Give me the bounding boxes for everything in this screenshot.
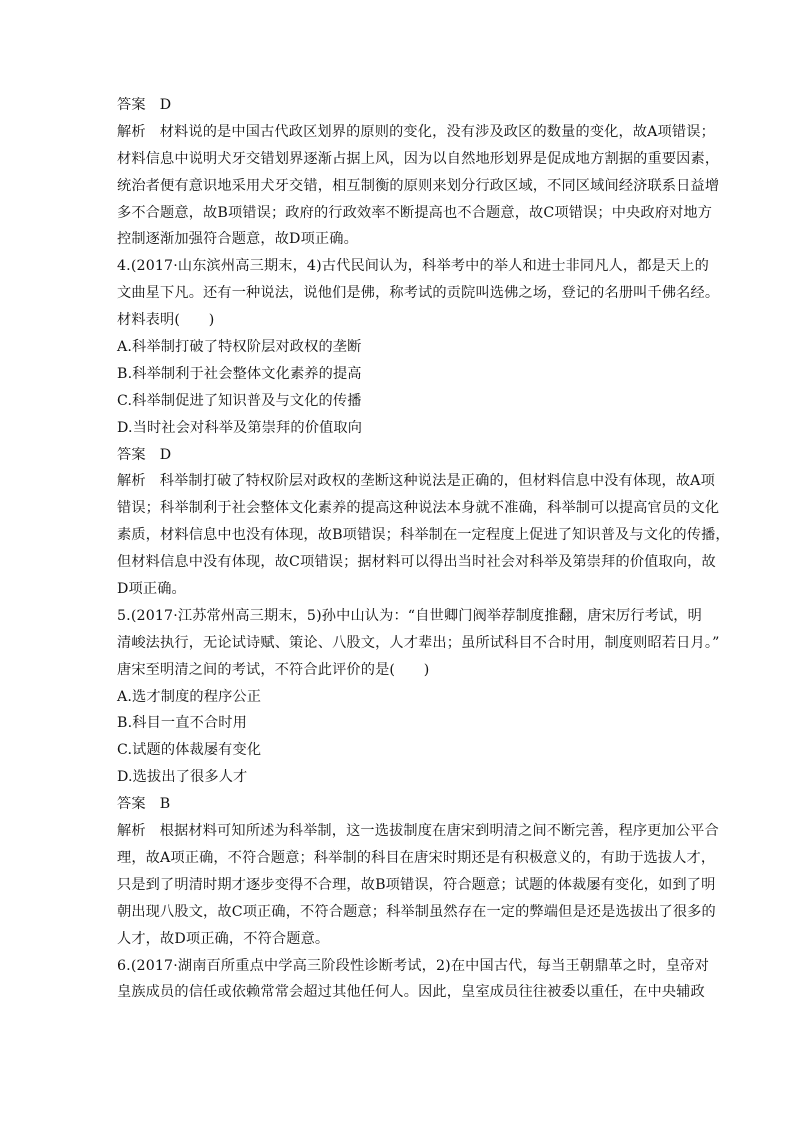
analysis-line: 人才，故D项正确，不符合题意。 bbox=[117, 930, 330, 947]
analysis-line: 理，故A项正确，不符合题意；科举制的科目在唐宋时期还是有积极意义的，有助于选拔人才， bbox=[117, 849, 716, 866]
analysis-text: 根据材料可知所述为科举制，这一选拔制度在唐宋到明清之间不断完善，程序更加公平合 bbox=[159, 823, 719, 840]
analysis-line: 控制逐渐加强符合题意，故D项正确。 bbox=[117, 231, 358, 248]
question-stem-line: 文曲星下凡。还有一种说法，说他们是佛，称考试的贡院叫选佛之场，登记的名册叫千佛名经。 bbox=[117, 285, 720, 302]
analysis-label: 解析 bbox=[117, 123, 146, 140]
answer-line bbox=[117, 442, 683, 469]
option-c: C.试题的体裁屡有变化 bbox=[117, 742, 262, 759]
analysis-line bbox=[117, 468, 715, 495]
analysis-text: 科举制打破了特权阶层对政权的垄断这种说法是正确的，但材料信息中没有体现，故A项 bbox=[159, 473, 715, 490]
analysis-text: 材料说的是中国古代政区划界的原则的变化，没有涉及政区的数量的变化，故A项错误； bbox=[159, 123, 715, 140]
answer-value: D bbox=[159, 97, 172, 113]
question-stem-line: 清峻法执行，无论试诗赋、策论、八股文，人才辈出；虽所试科目不合时用，制度则昭若日月。” bbox=[117, 634, 720, 651]
analysis-line: D项正确。 bbox=[117, 581, 186, 598]
analysis-label: 解析 bbox=[117, 473, 146, 490]
analysis-line: 统治者便有意识地采用犬牙交错，相互制衡的原则来划分行政区域，不同区域间经济联系日益增 bbox=[117, 177, 720, 194]
answer-line bbox=[117, 92, 683, 119]
analysis-line: 多不合题意，故B项错误；政府的行政效率不断提高也不合题意，故C项错误；中央政府对地方 bbox=[117, 204, 713, 221]
analysis-line: 但材料信息中没有体现，故C项错误；据材料可以得出当时社会对科举及第崇拜的价值取向，故 bbox=[117, 554, 716, 571]
question-stem-line: 唐宋至明清之间的考试，不符合此评价的是( ) bbox=[117, 661, 430, 678]
question-stem-line: 4.(2017·山东滨州高三期末，4)古代民间认为，科举考中的举人和进士非同凡人，都是天上的 bbox=[117, 258, 709, 275]
question-stem-line: 6.(2017·湖南百所重点中学高三阶段性诊断考试，2)在中国古代，每当王朝鼎革之时，皇帝对 bbox=[117, 957, 709, 974]
answer-value: D bbox=[159, 446, 172, 463]
question-stem-line: 5.(2017·江苏常州高三期末，5)孙中山认为：“自世卿门阀举荐制度推翻，唐宋厉行考试，明 bbox=[117, 607, 702, 624]
answer-label: 答案 bbox=[117, 446, 146, 463]
option-a: A.选才制度的程序公正 bbox=[117, 688, 262, 705]
option-b: B.科举制利于社会整体文化素养的提高 bbox=[117, 365, 362, 382]
analysis-line: 朝出现八股文，故C项正确，不符合题意；科举制虽然存在一定的弊端但是还是选拔出了很多的 bbox=[117, 903, 716, 920]
option-c: C.科举制促进了知识普及与文化的传播 bbox=[117, 392, 362, 409]
answer-label: 答案 bbox=[117, 796, 146, 813]
analysis-line: 只是到了明清时期才逐步变得不合理，故B项错误，符合题意；试题的体裁屡有变化，如到了明 bbox=[117, 876, 716, 893]
analysis-line: 材料信息中说明犬牙交错划界逐渐占据上风，因为以自然地形划界是促成地方割据的重要因素， bbox=[117, 150, 720, 167]
answer-label: 答案 bbox=[117, 97, 146, 113]
question-stem-line: 皇族成员的信任或依赖常常会超过其他任何人。因此，皇室成员往往被委以重任，在中央辅政 bbox=[117, 984, 705, 1001]
analysis-label: 解析 bbox=[117, 823, 146, 840]
analysis-line bbox=[117, 818, 719, 845]
option-b: B.科目一直不合时用 bbox=[117, 715, 247, 732]
answer-line bbox=[117, 791, 683, 818]
analysis-line bbox=[117, 119, 715, 146]
option-a: A.科举制打破了特权阶层对政权的垄断 bbox=[117, 339, 362, 356]
analysis-line: 错误；科举制利于社会整体文化素养的提高这种说法本身就不准确，科举制可以提高官员的文化 bbox=[117, 500, 720, 517]
option-d: D.选拔出了很多人才 bbox=[117, 769, 248, 786]
answer-value: B bbox=[159, 796, 171, 813]
analysis-line: 素质，材料信息中也没有体现，故B项错误；科举制在一定程度上促进了知识普及与文化的传播， bbox=[117, 527, 730, 544]
document-page bbox=[117, 92, 730, 1006]
option-d: D.当时社会对科举及第崇拜的价值取向 bbox=[117, 419, 363, 436]
question-stem-line: 材料表明( ) bbox=[117, 312, 215, 329]
